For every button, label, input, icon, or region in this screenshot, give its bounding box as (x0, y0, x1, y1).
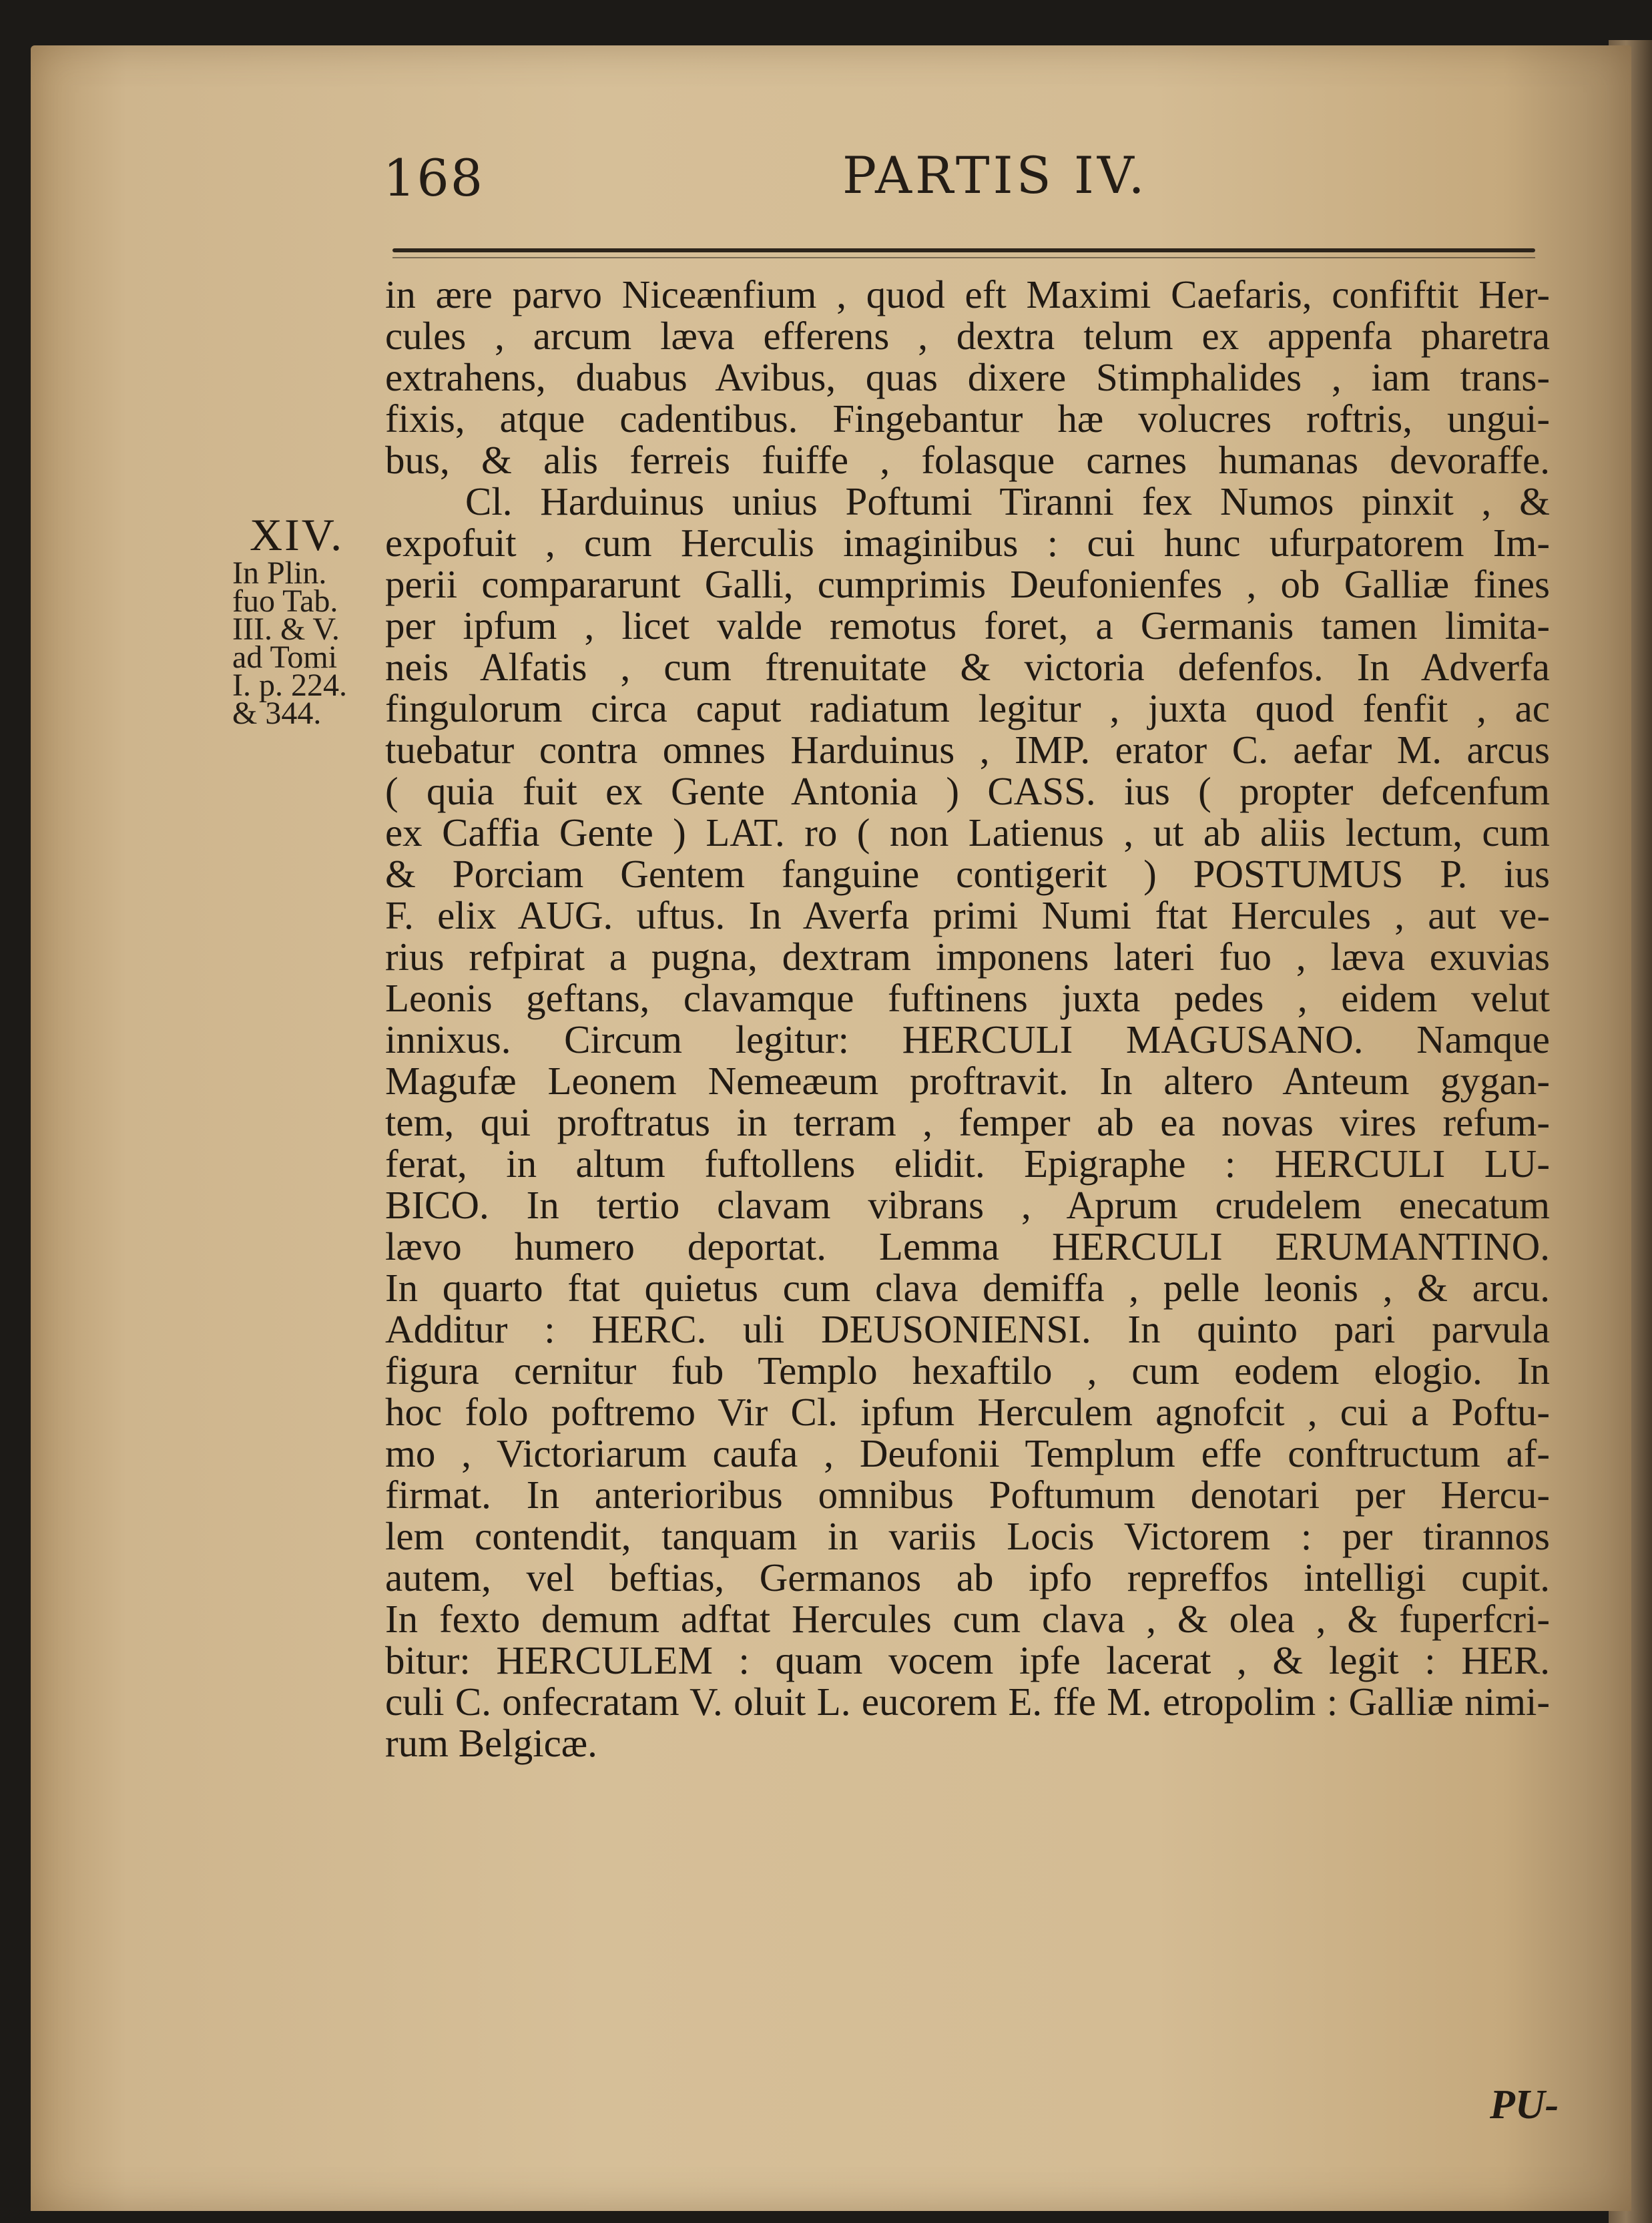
text-line: lem contendit, tanquam in variis Locis Victorem : per tirannos (385, 1514, 1550, 1558)
text-line: lævo humero deportat. Lemma HERCULI ERUMANTINO. (385, 1224, 1550, 1268)
text-line: ex Caffia Gente ) LAT. ro ( non Latienus , ut ab aliis lectum, cum (385, 810, 1550, 854)
marginal-line: fuo Tab. (232, 583, 338, 619)
text-line: ferat, in altum fuftollens elidit. Epigraphe : HERCULI LU- (385, 1142, 1550, 1186)
text-line: BICO. In tertio clavam vibrans , Aprum crudelem enecatum (385, 1183, 1550, 1227)
running-head: PARTIS IV. (842, 146, 1148, 205)
catchword: PU- (1490, 2082, 1559, 2128)
header-rule-thin (392, 257, 1535, 258)
text-line: bus, & alis ferreis fuiffe , folasque carnes humanas devoraffe. (385, 438, 1550, 482)
text-line: fingulorum circa caput radiatum legitur , juxta quod fenfit , ac (385, 686, 1550, 730)
header-rule (392, 248, 1535, 252)
text-line: F. elix AUG. uftus. In Averfa primi Numi ftat Hercules , aut ve- (385, 893, 1550, 937)
page-number: 168 (383, 148, 485, 208)
text-line: per ipfum , licet valde remotus foret, a Germanis tamen limita- (385, 603, 1550, 648)
text-line: rum Belgicæ. (385, 1721, 597, 1765)
text-line: tuebatur contra omnes Harduinus , IMP. erator C. aefar M. arcus (385, 728, 1550, 772)
text-line: & Porciam Gentem fanguine contigerit ) POSTUMUS P. ius (385, 852, 1550, 896)
text-line: mo , Victoriarum caufa , Deufonii Templum effe conftructum af- (385, 1431, 1550, 1475)
text-line: In quarto ftat quietus cum clava demiffa , pelle leonis , & arcu. (385, 1266, 1550, 1310)
section-numeral: XIV. (250, 509, 344, 560)
text-line: culi C. onfecratam V. oluit L. eucorem E. ffe M. etropolim : Galliæ nimi- (385, 1680, 1550, 1724)
text-line: fixis, atque cadentibus. Fingebantur hæ volucres roftris, ungui- (385, 397, 1550, 441)
text-line: expofuit , cum Herculis imaginibus : cui hunc ufurpatorem Im- (385, 521, 1550, 565)
text-line: ( quia fuit ex Gente Antonia ) CASS. ius ( propter defcenfum (385, 769, 1550, 813)
text-line: In fexto demum adftat Hercules cum clava , & olea , & fuperfcri- (385, 1597, 1550, 1641)
text-line: Cl. Harduinus unius Poftumi Tiranni fex Numos pinxit , & (465, 479, 1550, 523)
text-line: tem, qui proftratus in terram , femper ab ea novas vires refum- (385, 1100, 1550, 1144)
text-line: rius refpirat a pugna, dextram imponens lateri fuo , læva exuvias (385, 935, 1550, 979)
text-line: innixus. Circum legitur: HERCULI MAGUSANO. Namque (385, 1017, 1550, 1061)
text-line: Leonis geftans, clavamque fuftinens juxta pedes , eidem velut (385, 976, 1550, 1020)
text-line: autem, vel beftias, Germanos ab ipfo repreffos intelligi cupit. (385, 1555, 1550, 1599)
text-line: perii compararunt Galli, cumprimis Deufonienfes , ob Galliæ fines (385, 562, 1550, 606)
text-line: bitur: HERCULEM : quam vocem ipfe lacerat , & legit : HER. (385, 1638, 1550, 1682)
text-line: extrahens, duabus Avibus, quas dixere Stimphalides , iam trans- (385, 355, 1550, 399)
text-line: Magufæ Leonem Nemeæum proftravit. In altero Anteum gygan- (385, 1059, 1550, 1103)
text-line: figura cernitur fub Templo hexaftilo , cum eodem elogio. In (385, 1348, 1550, 1393)
marginal-line: I. p. 224. (232, 668, 347, 703)
text-line: Additur : HERC. uli DEUSONIENSI. In quinto pari parvula (385, 1307, 1550, 1351)
marginal-line: & 344. (232, 696, 322, 731)
text-line: cules , arcum læva efferens , dextra telum ex appenfa pharetra (385, 314, 1550, 358)
page-header (383, 146, 1535, 206)
marginal-reference (232, 555, 347, 731)
text-line: hoc folo poftremo Vir Cl. ipfum Herculem agnofcit , cui a Poftu- (385, 1390, 1550, 1434)
body-text (385, 274, 1550, 1764)
text-line: firmat. In anterioribus omnibus Poftumum denotari per Hercu- (385, 1473, 1550, 1517)
text-line: in ære parvo Niceænfium , quod eft Maximi Caefaris, confiftit Her- (385, 272, 1550, 316)
marginal-line: In Plin. (232, 555, 327, 591)
marginal-line: ad Tomi (232, 640, 338, 675)
text-line: neis Alfatis , cum ftrenuitate & victoria defenfos. In Adverfa (385, 645, 1550, 689)
marginal-line: III. & V. (232, 611, 340, 647)
